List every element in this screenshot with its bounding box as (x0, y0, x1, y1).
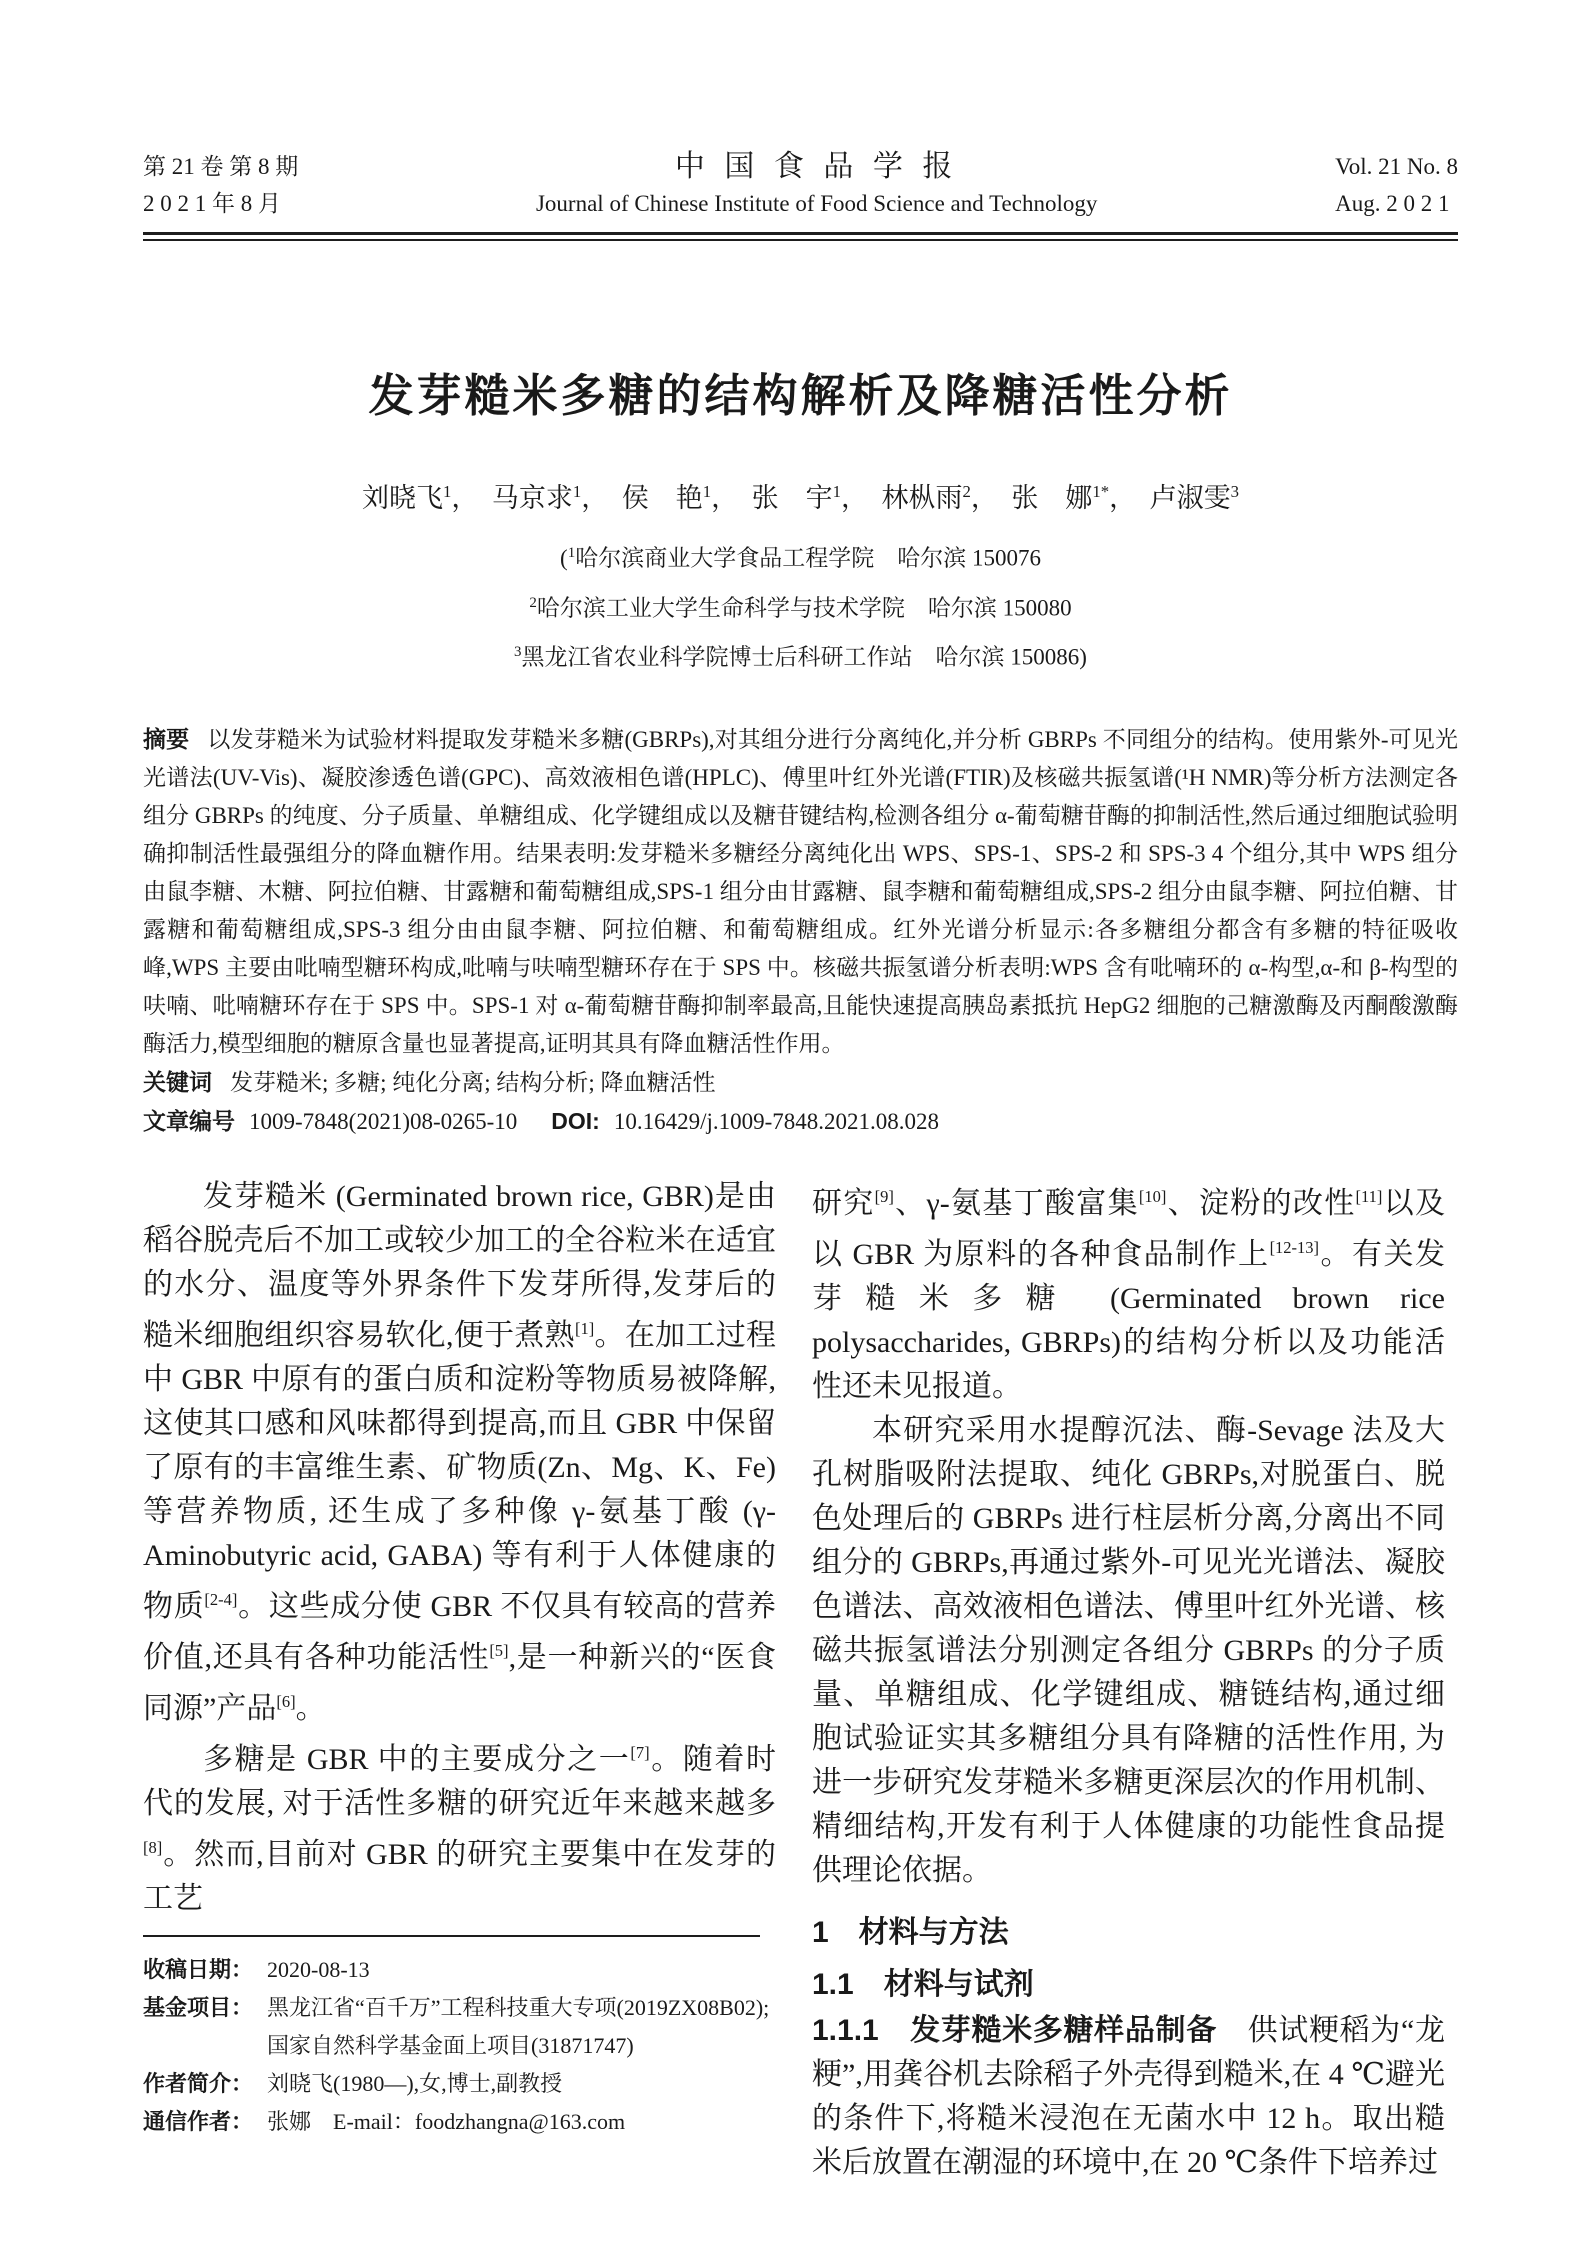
footnote-label: 收稿日期： (143, 1956, 254, 1982)
subsection-heading-materials-reagents: 1.1 材料与试剂 (812, 1967, 1034, 2001)
journal-header (143, 148, 1458, 222)
left-column (143, 1175, 776, 2185)
date-en: Aug. 2 0 2 1 (1335, 191, 1450, 216)
footnote-text: 黑龙江省“百千万”工程科技重大专项(2019ZX08B02);国家自然科学基金面上项目(31871747) (267, 1994, 770, 2058)
footnote-label: 作者简介： (143, 2070, 254, 2096)
footnote-text: 2020-08-13 (267, 1956, 370, 1982)
footnote-funding (143, 1989, 776, 2065)
keywords-line (143, 1063, 1458, 1102)
footnote-text: 张娜 E-mail：foodzhangna@163.com (267, 2108, 626, 2134)
date-cn: 2 0 2 1 年 8 月 (143, 191, 281, 216)
authors-line: 刘晓飞$^1$， 马京求$^1$， 侯 艳$^1$， 张 宇$^1$， 林枞雨$^2$， 张 娜$^{1*}$， 卢淑雯$^3$ (362, 482, 1239, 513)
footnote-divider (143, 1935, 760, 1937)
journal-name (536, 148, 1097, 222)
article-number-label: 文章编号 (143, 1107, 235, 1134)
footnote-text: 刘晓飞(1980—),女,博士,副教授 (267, 2070, 563, 2096)
article-title: 发芽糙米多糖的结构解析及降糖活性分析 (368, 370, 1233, 421)
article-number-line (143, 1102, 1458, 1141)
keywords-text: 发芽糙米; 多糖; 纯化分离; 结构分析; 降血糖活性 (230, 1069, 716, 1095)
article-number-value: 1009-7848(2021)08-0265-10 (249, 1108, 518, 1134)
right-column (812, 1175, 1445, 2185)
abstract-block (143, 720, 1458, 1141)
journal-name-en: Journal of Chinese Institute of Food Science and Technology (535, 191, 1098, 216)
abstract-paragraph (143, 720, 1458, 1063)
footnote-corresponding-author (143, 2103, 776, 2141)
footnote-received-date (143, 1951, 776, 1989)
issue-info-en (1335, 148, 1458, 222)
affiliations (143, 531, 1458, 680)
section-heading-materials-methods: 1 材料与方法 (812, 1915, 1009, 1949)
body-columns (143, 1175, 1458, 2185)
header-divider (143, 232, 1458, 241)
doi-label: DOI: (551, 1107, 600, 1134)
body-paragraph-polysaccharide: 多糖是 GBR 中的主要成分之一[7]。随着时代的发展, 对于活性多糖的研究近年来越来越多[8]。然而,目前对 GBR 的研究主要集中在发芽的工艺 (143, 1742, 777, 1915)
body-paragraph-intro: 发芽糙米 (Germinated brown rice, GBR)是由稻谷脱壳后不加工或较少加工的全谷粒米在适宜的水分、温度等外界条件下发芽所得,发芽后的糙米细胞组织容易软化,便于煮熟[1]。在加工过程中 GBR 中原有的蛋白质和淀粉等物质易被降解,这使其口感和风味都得到提高,而且 GBR 中保留了原有的丰富维生素、矿物质(Zn、Mg、K、Fe)等营养物质, 还生成了多种像 γ-氨基丁酸 (γ-Aminobutyric acid, GABA) 等有利于人体健康的物质[2-4]。这些成分使 GBR 不仅具有较高的营养价值,还具有各种功能活性[5],是一种新兴的“医食同源”产品[6]。 (143, 1179, 777, 1725)
affiliation-2: $^2$哈尔滨工业大学生命科学与技术学院 哈尔滨 150080 (529, 594, 1072, 621)
issue-info (143, 148, 298, 222)
footnote-label: 通信作者： (143, 2108, 254, 2134)
volume-issue-en: Vol. 21 No. 8 (1335, 154, 1458, 179)
body-paragraph-continuation: 研究[9]、γ-氨基丁酸富集[10]、淀粉的改性[11]以及以 GBR 为原料的各种食品制作上[12-13]。有关发芽糙米多糖 (Germinated brown rice polysaccharides, GBRPs)的结构分析以及功能活性还未见报道。 (812, 1186, 1446, 1403)
abstract-text: 以发芽糙米为试验材料提取发芽糙米多糖(GBRPs),对其组分进行分离纯化,并分析 GBRPs 不同组分的结构。使用紫外-可见光光谱法(UV-Vis)、凝胶渗透色谱(GPC)、高效液相色谱(HPLC)、傅里叶红外光谱(FTIR)及核磁共振氢谱(¹H NMR)等分析方法测定各组分 GBRPs 的纯度、分子质量、单糖组成、化学键组成以及糖苷键结构,检测各组分 α-葡萄糖苷酶的抑制活性,然后通过细胞试验明确抑制活性最强组分的降血糖作用。结果表明:发芽糙米多糖经分离纯化出 WPS、SPS-1、SPS-2 和 SPS-3 4 个组分,其中 WPS 组分由鼠李糖、木糖、阿拉伯糖、甘露糖和葡萄糖组成,SPS-1 组分由甘露糖、鼠李糖和葡萄糖组成,SPS-2 组分由鼠李糖、阿拉伯糖、甘露糖和葡萄糖组成,SPS-3 组分由由鼠李糖、阿拉伯糖、和葡萄糖组成。红外光谱分析显示:各多糖组分都含有多糖的特征吸收峰,WPS 主要由吡喃型糖环构成,吡喃与呋喃型糖环存在于 SPS 中。核磁共振氢谱分析表明:WPS 含有吡喃环的 α-构型,α-和 β-构型的呋喃、吡喃糖环存在于 SPS 中。SPS-1 对 α-葡萄糖苷酶抑制率最高,且能快速提高胰岛素抵抗 HepG2 细胞的己糖激酶及丙酮酸激酶酶活力,模型细胞的糖原含量也显著提高,证明其具有降血糖活性作用。 (143, 726, 1459, 1056)
journal-name-cn: 中 国 食 品 学 报 (674, 150, 959, 183)
footnote-author-bio (143, 2065, 776, 2103)
doi-value: 10.16429/j.1009-7848.2021.08.028 (613, 1108, 940, 1134)
affiliation-1: ($^1$哈尔滨商业大学食品工程学院 哈尔滨 150076 (560, 545, 1041, 571)
affiliation-3: $^3$黑龙江省农业科学院博士后科研工作站 哈尔滨 150086) (514, 644, 1087, 670)
footnote-label: 基金项目： (143, 1994, 254, 2020)
body-paragraph-sample-prep: 1.1.1 发芽糙米多糖样品制备 供试粳稻为“龙粳”,用龚谷机去除稻子外壳得到糙米,在 4 ℃避光的条件下,将糙米浸泡在无菌水中 12 h。取出糙米后放置在潮湿的环境中,在 20 ℃条件下培养过 (812, 2013, 1445, 2179)
footnote-block (143, 1935, 776, 2141)
volume-issue-cn: 第 21 卷 第 8 期 (143, 154, 299, 179)
body-paragraph-study: 本研究采用水提醇沉法、酶-Sevage 法及大孔树脂吸附法提取、纯化 GBRPs,对脱蛋白、脱色处理后的 GBRPs 进行柱层析分离,分离出不同组分的 GBRPs,再通过紫外-可见光光谱法、凝胶色谱法、高效液相色谱法、傅里叶红外光谱、核磁共振氢谱法分别测定各组分 GBRPs 的分子质量、单糖组成、化学键组成、糖链结构,通过细胞试验证实其多糖组分具有降糖的活性作用, 为进一步研究发芽糙米多糖更深层次的作用机制、精细结构,开发有利于人体健康的功能性食品提供理论依据。 (812, 1413, 1445, 1887)
keywords-label: 关键词 (143, 1068, 212, 1095)
abstract-label: 摘要 (143, 725, 190, 752)
